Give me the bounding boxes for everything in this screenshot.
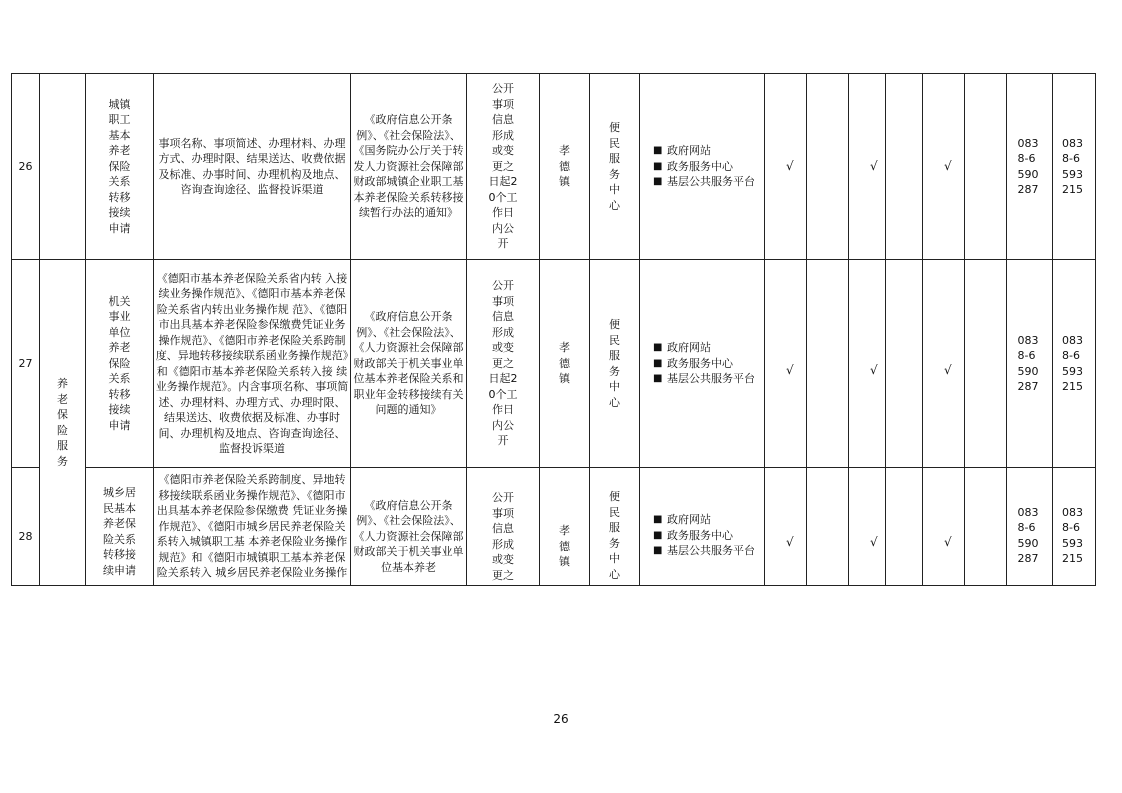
item-name: 城镇职工基本养老保险关系转移接续申请: [108, 97, 131, 235]
basis-text: 《政府信息公开条例》、《社会保险法》、《国务院办公厅关于转发人力资源社会保障部财政部城镇企业职工基本养老保险关系转移接续暂行办法的通知》: [353, 113, 464, 220]
seq-number: 28: [18, 529, 33, 543]
content-text: 《德阳市养老保险关系跨制度、异地转移接续联系函业务操作规范》、《德阳市出具基本养老保险参保缴费 凭证业务操作规范》、《德阳市城乡居民养老保险关系转入城镇职工基 本养老保险业务操作规范》和《德阳市城镇职工基本养老保险关系转入 城乡居民养老保险业务操作: [156, 473, 348, 580]
basis-text: 《政府信息公开条例》、《社会保险法》、《人力资源社会保障部财政部关于机关事业单位基本养老: [353, 498, 464, 574]
subject-cell: [540, 468, 590, 586]
basis-cell: [351, 260, 467, 468]
empty-cell: [807, 74, 849, 260]
check-mark: √: [786, 362, 794, 377]
category-text: 养老保险服务: [57, 377, 68, 468]
seq-number: 26: [18, 159, 33, 173]
check-mark: √: [786, 158, 794, 173]
check-cell: [849, 260, 886, 468]
channel-item: ■ 基层公共服务平台: [653, 371, 763, 387]
empty-cell: [965, 468, 1007, 586]
check-cell: [765, 468, 807, 586]
channel-list: [641, 143, 763, 190]
content-text: 事项名称、事项简述、办理材料、办理方式、办理时限、结果送达、收费依据及标准、办事时间、办理机构及地点、咨询查询途径、监督投诉渠道: [158, 136, 346, 196]
phone-number: 0838-6593215: [1062, 505, 1083, 565]
check-cell: [765, 260, 807, 468]
item-cell: [86, 468, 154, 586]
tel1-cell: [1007, 74, 1053, 260]
content-cell: [154, 74, 351, 260]
empty-cell: [807, 468, 849, 586]
check-mark: √: [870, 158, 878, 173]
timeline-cell: [467, 74, 540, 260]
object-text: 便民服务中心: [609, 121, 620, 212]
channel-cell: [640, 468, 765, 586]
page-number: 26: [553, 712, 569, 726]
empty-cell: [965, 260, 1007, 468]
channel-item: ■ 政府网站: [653, 143, 763, 159]
timeline-cell: [467, 468, 540, 586]
phone-number: 0838-6593215: [1062, 333, 1083, 393]
item-name: 城乡居民基本养老保险关系转移接续申请: [103, 486, 136, 577]
check-cell: [765, 74, 807, 260]
phone-number: 0838-6590287: [1017, 333, 1039, 393]
subject-text: 孝德镇: [559, 524, 570, 569]
channel-item: ■ 政务服务中心: [653, 356, 763, 372]
empty-cell: [965, 74, 1007, 260]
table-row: [12, 468, 1096, 586]
disclosure-table: [11, 73, 1096, 586]
category-cell-empty: [40, 74, 86, 260]
phone-number: 0838-6590287: [1017, 505, 1039, 565]
check-cell: [849, 468, 886, 586]
tel1-cell: [1007, 260, 1053, 468]
empty-cell: [886, 468, 923, 586]
channel-cell: [640, 260, 765, 468]
subject-cell: [540, 260, 590, 468]
category-cell: [40, 260, 86, 586]
empty-cell: [886, 260, 923, 468]
item-cell: [86, 260, 154, 468]
channel-list: [641, 340, 763, 387]
empty-cell: [886, 74, 923, 260]
seq-cell: [12, 74, 40, 260]
basis-cell: [351, 468, 467, 586]
seq-number: 27: [18, 356, 33, 370]
table-row: [12, 74, 1096, 260]
basis-text: 《政府信息公开条例》、《社会保险法》、《人力资源社会保障部财政部关于机关事业单位基本养老保险关系和职业年金转移接续有关问题的通知》: [353, 310, 464, 417]
check-mark: √: [870, 362, 878, 377]
phone-number: 0838-6593215: [1062, 136, 1083, 196]
channel-item: ■ 政务服务中心: [653, 528, 763, 544]
check-mark: √: [944, 158, 952, 173]
object-text: 便民服务中心: [609, 490, 620, 581]
seq-cell: [12, 468, 40, 586]
channel-cell: [640, 74, 765, 260]
tel2-cell: [1053, 74, 1096, 260]
timeline-cell: [467, 260, 540, 468]
check-mark: √: [786, 534, 794, 549]
content-cell: [154, 468, 351, 586]
channel-item: ■ 政务服务中心: [653, 159, 763, 175]
tel2-cell: [1053, 260, 1096, 468]
check-cell: [923, 74, 965, 260]
subject-text: 孝德镇: [559, 341, 570, 386]
object-text: 便民服务中心: [609, 318, 620, 409]
content-cell: [154, 260, 351, 468]
object-cell: [590, 74, 640, 260]
empty-cell: [807, 260, 849, 468]
timeline-text: 公开事项信息形成或变更之日起20个工作日内公开: [488, 279, 518, 448]
table-row: [12, 260, 1096, 468]
channel-item: ■ 基层公共服务平台: [653, 174, 763, 190]
check-cell: [849, 74, 886, 260]
content-text: 《德阳市基本养老保险关系省内转 入接续业务操作规范》、《德阳市基本养老保险关系省内转出业务操作规 范》、《德阳市出具基本养老保险参保缴费凭证业务操作规范》、《德阳市养老保险关系跨制度、异地转移接续联系函业务操作规范》和《德阳市基本养老保险关系转入接 续业务操作规范》。内含事项名称、事项简述、办理材料、办理方式、办理时限、结果送达、收费依据及标准、办事时间、办理机构及地点、咨询查询途径、监督投诉渠道: [155, 271, 349, 455]
item-name: 机关事业单位养老保险关系转移接续申请: [108, 294, 131, 432]
object-cell: [590, 468, 640, 586]
check-mark: √: [944, 534, 952, 549]
object-cell: [590, 260, 640, 468]
basis-cell: [351, 74, 467, 260]
check-mark: √: [944, 362, 952, 377]
tel2-cell: [1053, 468, 1096, 586]
subject-text: 孝德镇: [559, 144, 570, 189]
timeline-text: 公开事项信息形成或变更之: [492, 491, 514, 582]
channel-item: ■ 政府网站: [653, 340, 763, 356]
phone-number: 0838-6590287: [1017, 136, 1039, 196]
check-mark: √: [870, 534, 878, 549]
item-cell: [86, 74, 154, 260]
tel1-cell: [1007, 468, 1053, 586]
timeline-text: 公开事项信息形成或变更之日起20个工作日内公开: [488, 82, 518, 251]
channel-item: ■ 基层公共服务平台: [653, 543, 763, 559]
seq-cell: [12, 260, 40, 468]
channel-item: ■ 政府网站: [653, 512, 763, 528]
check-cell: [923, 468, 965, 586]
channel-list: [641, 494, 763, 559]
subject-cell: [540, 74, 590, 260]
check-cell: [923, 260, 965, 468]
